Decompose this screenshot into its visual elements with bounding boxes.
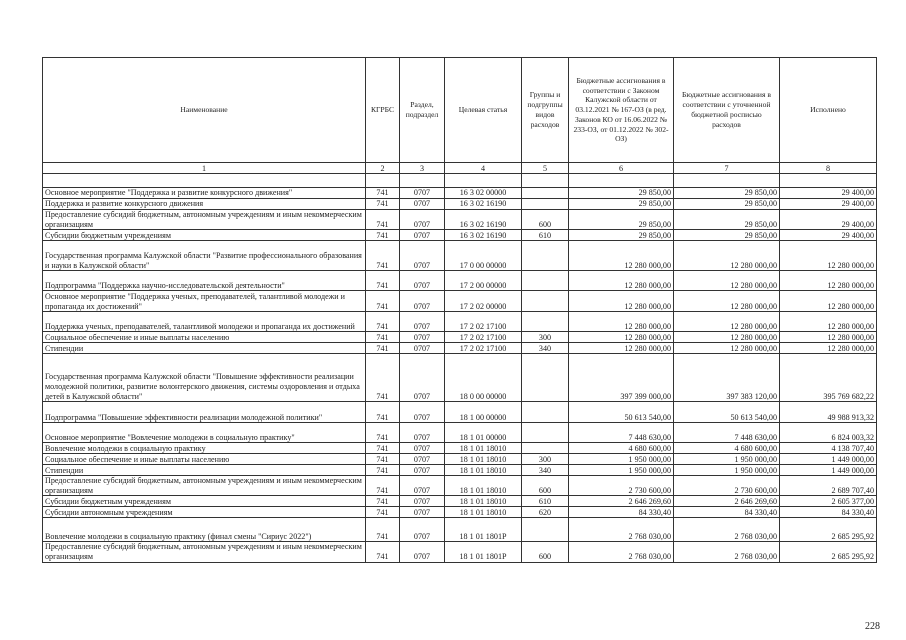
row-target: 18 1 01 18010 (445, 465, 522, 476)
row-target: 16 3 02 16190 (445, 230, 522, 241)
column-number: 6 (569, 163, 674, 174)
row-section: 0707 (400, 230, 445, 241)
row-group (522, 518, 569, 542)
row-kgrbs: 741 (366, 542, 400, 562)
row-group (522, 271, 569, 291)
row-refined-amount: 29 850,00 (674, 199, 780, 210)
row-executed-amount: 2 685 295,92 (780, 542, 877, 562)
column-number: 8 (780, 163, 877, 174)
row-refined-amount: 29 850,00 (674, 210, 780, 230)
row-refined-amount: 12 280 000,00 (674, 271, 780, 291)
row-section: 0707 (400, 210, 445, 230)
row-kgrbs: 741 (366, 507, 400, 518)
table-row (43, 210, 877, 230)
row-refined-amount: 12 280 000,00 (674, 241, 780, 271)
row-target: 18 0 00 00000 (445, 354, 522, 402)
table-row (43, 423, 877, 443)
row-kgrbs: 741 (366, 454, 400, 465)
table-row (43, 230, 877, 241)
row-section: 0707 (400, 542, 445, 562)
row-section: 0707 (400, 402, 445, 423)
table-body (43, 163, 877, 563)
row-law-amount: 1 950 000,00 (569, 454, 674, 465)
row-group: 610 (522, 496, 569, 507)
row-refined-amount: 2 768 030,00 (674, 542, 780, 562)
row-refined-amount: 29 850,00 (674, 230, 780, 241)
row-law-amount: 29 850,00 (569, 188, 674, 199)
row-target: 17 0 00 00000 (445, 241, 522, 271)
row-law-amount: 29 850,00 (569, 230, 674, 241)
row-name: Поддержка и развитие конкурсного движения (43, 199, 366, 210)
row-kgrbs: 741 (366, 476, 400, 496)
row-section: 0707 (400, 271, 445, 291)
row-law-amount: 12 280 000,00 (569, 312, 674, 332)
row-executed-amount: 2 689 707,40 (780, 476, 877, 496)
row-executed-amount: 29 400,00 (780, 230, 877, 241)
table-row (43, 241, 877, 271)
row-target: 18 1 01 18010 (445, 454, 522, 465)
row-refined-amount: 12 280 000,00 (674, 332, 780, 343)
row-executed-amount: 12 280 000,00 (780, 332, 877, 343)
row-target: 18 1 01 18010 (445, 507, 522, 518)
row-law-amount: 84 330,40 (569, 507, 674, 518)
row-section: 0707 (400, 312, 445, 332)
row-name: Вовлечение молодежи в социальную практику (финал смены "Сириус 2022") (43, 518, 366, 542)
row-executed-amount: 12 280 000,00 (780, 343, 877, 354)
budget-sheet (42, 57, 876, 563)
table-row (43, 465, 877, 476)
row-section: 0707 (400, 454, 445, 465)
row-law-amount: 2 768 030,00 (569, 518, 674, 542)
header-executed: Исполнено (780, 58, 877, 163)
row-refined-amount: 50 613 540,00 (674, 402, 780, 423)
row-law-amount: 2 768 030,00 (569, 542, 674, 562)
row-law-amount: 12 280 000,00 (569, 271, 674, 291)
row-section: 0707 (400, 443, 445, 454)
row-law-amount: 1 950 000,00 (569, 465, 674, 476)
row-name: Подпрограмма "Повышение эффективности реализации молодежной политики" (43, 402, 366, 423)
row-law-amount: 12 280 000,00 (569, 241, 674, 271)
row-group (522, 199, 569, 210)
header-law: Бюджетные ассигнования в соответствии с Законом Калужской области от 03.12.2021 № 167-ОЗ (в ред. Законов КО от 16.06.2022 № 233-ОЗ, от 01.12.2022 № 302-ОЗ) (569, 58, 674, 163)
table-row (43, 402, 877, 423)
row-group: 300 (522, 454, 569, 465)
row-kgrbs: 741 (366, 518, 400, 542)
row-group: 340 (522, 343, 569, 354)
row-group (522, 423, 569, 443)
row-kgrbs: 741 (366, 465, 400, 476)
row-executed-amount: 12 280 000,00 (780, 312, 877, 332)
row-group (522, 188, 569, 199)
row-kgrbs: 741 (366, 496, 400, 507)
spacer-row (43, 174, 877, 188)
row-target: 16 3 02 16190 (445, 210, 522, 230)
row-section: 0707 (400, 188, 445, 199)
row-group (522, 291, 569, 312)
row-kgrbs: 741 (366, 188, 400, 199)
row-law-amount: 12 280 000,00 (569, 291, 674, 312)
row-kgrbs: 741 (366, 271, 400, 291)
row-refined-amount: 29 850,00 (674, 188, 780, 199)
table-row (43, 496, 877, 507)
row-kgrbs: 741 (366, 241, 400, 271)
table-row (43, 332, 877, 343)
column-number: 5 (522, 163, 569, 174)
row-refined-amount: 2 730 600,00 (674, 476, 780, 496)
row-executed-amount: 29 400,00 (780, 199, 877, 210)
row-executed-amount: 4 138 707,40 (780, 443, 877, 454)
row-executed-amount: 12 280 000,00 (780, 291, 877, 312)
row-section: 0707 (400, 465, 445, 476)
row-name: Стипендии (43, 465, 366, 476)
row-refined-amount: 12 280 000,00 (674, 291, 780, 312)
row-name: Стипендии (43, 343, 366, 354)
row-kgrbs: 741 (366, 230, 400, 241)
row-target: 18 1 01 18010 (445, 476, 522, 496)
row-executed-amount: 12 280 000,00 (780, 241, 877, 271)
row-name: Социальное обеспечение и иные выплаты населению (43, 332, 366, 343)
row-group (522, 443, 569, 454)
header-target: Целевая статья (445, 58, 522, 163)
row-law-amount: 12 280 000,00 (569, 332, 674, 343)
row-refined-amount: 12 280 000,00 (674, 312, 780, 332)
row-name: Субсидии бюджетным учреждениям (43, 496, 366, 507)
row-name: Предоставление субсидий бюджетным, автономным учреждениям и иным некоммерческим организациям (43, 210, 366, 230)
row-law-amount: 4 680 600,00 (569, 443, 674, 454)
row-law-amount: 29 850,00 (569, 199, 674, 210)
row-target: 18 1 00 00000 (445, 402, 522, 423)
row-target: 17 2 02 17100 (445, 332, 522, 343)
table-row (43, 443, 877, 454)
row-name: Предоставление субсидий бюджетным, автономным учреждениям и иным некоммерческим организациям (43, 542, 366, 562)
header-refined: Бюджетные ассигнования в соответствии с уточненной бюджетной росписью расходов (674, 58, 780, 163)
row-section: 0707 (400, 241, 445, 271)
row-kgrbs: 741 (366, 312, 400, 332)
row-executed-amount: 395 769 682,22 (780, 354, 877, 402)
row-section: 0707 (400, 291, 445, 312)
row-executed-amount: 29 400,00 (780, 188, 877, 199)
header-row (43, 58, 877, 163)
row-executed-amount: 1 449 000,00 (780, 454, 877, 465)
row-target: 16 3 02 16190 (445, 199, 522, 210)
row-name: Субсидии автономным учреждениям (43, 507, 366, 518)
table-row (43, 542, 877, 562)
row-target: 18 1 01 18010 (445, 496, 522, 507)
row-target: 17 2 02 00000 (445, 291, 522, 312)
row-refined-amount: 1 950 000,00 (674, 465, 780, 476)
row-target: 18 1 01 00000 (445, 423, 522, 443)
row-section: 0707 (400, 518, 445, 542)
row-law-amount: 29 850,00 (569, 210, 674, 230)
row-law-amount: 50 613 540,00 (569, 402, 674, 423)
row-target: 18 1 01 1801P (445, 542, 522, 562)
row-group: 300 (522, 332, 569, 343)
table-row (43, 199, 877, 210)
row-section: 0707 (400, 496, 445, 507)
row-refined-amount: 397 383 120,00 (674, 354, 780, 402)
row-refined-amount: 12 280 000,00 (674, 343, 780, 354)
table-row (43, 476, 877, 496)
row-section: 0707 (400, 343, 445, 354)
row-name: Предоставление субсидий бюджетным, автономным учреждениям и иным некоммерческим организациям (43, 476, 366, 496)
row-executed-amount: 29 400,00 (780, 210, 877, 230)
header-section: Раздел, подраздел (400, 58, 445, 163)
table-row (43, 188, 877, 199)
row-group: 340 (522, 465, 569, 476)
table-row (43, 354, 877, 402)
row-target: 18 1 01 1801P (445, 518, 522, 542)
header-groups: Группы и подгруппы видов расходов (522, 58, 569, 163)
row-kgrbs: 741 (366, 343, 400, 354)
row-name: Государственная программа Калужской области "Развитие профессионального образования и науки в Калужской области" (43, 241, 366, 271)
column-number: 1 (43, 163, 366, 174)
row-kgrbs: 741 (366, 423, 400, 443)
row-kgrbs: 741 (366, 210, 400, 230)
row-kgrbs: 741 (366, 354, 400, 402)
row-name: Государственная программа Калужской области "Повышение эффективности реализации молодежной политики, развитие волонтерского движения, системы оздоровления и отдыха детей в Калужской области" (43, 354, 366, 402)
row-law-amount: 2 646 269,60 (569, 496, 674, 507)
row-group: 600 (522, 542, 569, 562)
table-row (43, 312, 877, 332)
row-kgrbs: 741 (366, 199, 400, 210)
row-refined-amount: 84 330,40 (674, 507, 780, 518)
row-section: 0707 (400, 332, 445, 343)
row-law-amount: 7 448 630,00 (569, 423, 674, 443)
row-target: 17 2 02 17100 (445, 343, 522, 354)
row-law-amount: 2 730 600,00 (569, 476, 674, 496)
row-target: 17 2 00 00000 (445, 271, 522, 291)
row-name: Субсидии бюджетным учреждениям (43, 230, 366, 241)
row-group (522, 312, 569, 332)
row-executed-amount: 12 280 000,00 (780, 271, 877, 291)
column-number: 4 (445, 163, 522, 174)
header-name: Наименование (43, 58, 366, 163)
page-number: 228 (865, 621, 880, 632)
row-section: 0707 (400, 476, 445, 496)
row-group: 600 (522, 476, 569, 496)
row-executed-amount: 84 330,40 (780, 507, 877, 518)
table-row (43, 291, 877, 312)
row-group (522, 402, 569, 423)
row-executed-amount: 49 988 913,32 (780, 402, 877, 423)
header-kgrbs: КГРБС (366, 58, 400, 163)
column-number: 3 (400, 163, 445, 174)
row-group: 600 (522, 210, 569, 230)
table-row (43, 343, 877, 354)
row-section: 0707 (400, 354, 445, 402)
row-group (522, 241, 569, 271)
table-row (43, 518, 877, 542)
table-row (43, 454, 877, 465)
row-executed-amount: 1 449 000,00 (780, 465, 877, 476)
row-section: 0707 (400, 423, 445, 443)
row-group: 620 (522, 507, 569, 518)
row-refined-amount: 2 768 030,00 (674, 518, 780, 542)
row-law-amount: 397 399 000,00 (569, 354, 674, 402)
row-group: 610 (522, 230, 569, 241)
column-number: 2 (366, 163, 400, 174)
row-executed-amount: 6 824 003,32 (780, 423, 877, 443)
row-refined-amount: 2 646 269,60 (674, 496, 780, 507)
row-law-amount: 12 280 000,00 (569, 343, 674, 354)
row-name: Вовлечение молодежи в социальную практику (43, 443, 366, 454)
row-name: Основное мероприятие "Поддержка ученых, преподавателей, талантливой молодежи и пропаганда их достижений" (43, 291, 366, 312)
row-target: 18 1 01 18010 (445, 443, 522, 454)
row-kgrbs: 741 (366, 332, 400, 343)
row-name: Подпрограмма "Поддержка научно-исследовательской деятельности" (43, 271, 366, 291)
row-kgrbs: 741 (366, 291, 400, 312)
row-kgrbs: 741 (366, 402, 400, 423)
table-row (43, 507, 877, 518)
budget-table (42, 57, 877, 563)
row-kgrbs: 741 (366, 443, 400, 454)
row-executed-amount: 2 605 377,00 (780, 496, 877, 507)
row-section: 0707 (400, 507, 445, 518)
row-group (522, 354, 569, 402)
row-name: Основное мероприятие "Поддержка и развитие конкурсного движения" (43, 188, 366, 199)
table-row (43, 271, 877, 291)
row-name: Поддержка ученых, преподавателей, талантливой молодежи и пропаганда их достижений (43, 312, 366, 332)
row-target: 17 2 02 17100 (445, 312, 522, 332)
column-number-row (43, 163, 877, 174)
row-name: Основное мероприятие "Вовлечение молодежи в социальную практику" (43, 423, 366, 443)
row-refined-amount: 4 680 600,00 (674, 443, 780, 454)
row-target: 16 3 02 00000 (445, 188, 522, 199)
row-section: 0707 (400, 199, 445, 210)
row-refined-amount: 1 950 000,00 (674, 454, 780, 465)
row-refined-amount: 7 448 630,00 (674, 423, 780, 443)
row-name: Социальное обеспечение и иные выплаты населению (43, 454, 366, 465)
column-number: 7 (674, 163, 780, 174)
row-executed-amount: 2 685 295,92 (780, 518, 877, 542)
